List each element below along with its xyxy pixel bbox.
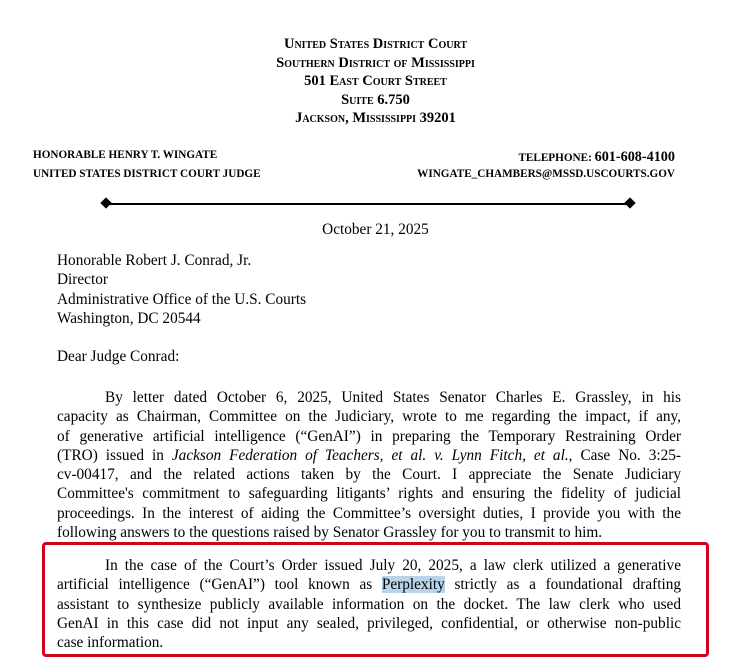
paragraph-line xyxy=(57,575,681,594)
telephone-number: 601-608-4100 xyxy=(594,149,675,165)
line-text-after: strictly as a foundational drafting xyxy=(444,576,681,594)
paragraph-line: of generative artificial intelligence (“GenAI”) in preparing the Temporary Restraining Order xyxy=(57,427,681,445)
salutation: Dear Judge Conrad: xyxy=(57,348,180,365)
recipient-name: Honorable Robert J. Conrad, Jr. xyxy=(57,252,252,269)
divider-right-diamond xyxy=(624,197,635,208)
judge-row-1 xyxy=(33,149,675,165)
court-district: Southern District of Mississippi xyxy=(276,54,475,71)
case-number: , Case No. 3:25- xyxy=(568,446,681,464)
court-street: 501 East Court Street xyxy=(304,73,447,89)
letter-date: October 21, 2025 xyxy=(322,221,429,238)
judge-title: UNITED STATES DISTRICT COURT JUDGE xyxy=(33,168,261,180)
recipient-city: Washington, DC 20544 xyxy=(57,309,201,327)
recipient-role: Director xyxy=(57,271,108,289)
line-text-before: artificial intelligence (“GenAI”) tool known as xyxy=(57,576,382,594)
paragraph-line: Committee's commitment to safeguarding litigants’ rights and ensuring the fidelity of judicial xyxy=(57,485,681,503)
paragraph-line: In the case of the Court’s Order issued July 20, 2025, a law clerk utilized a generative xyxy=(105,557,681,574)
paragraph-line: following answers to the questions raised by Senator Grassley for you to transmit to him. xyxy=(57,524,603,542)
court-letterhead xyxy=(0,35,751,128)
court-suite: Suite 6.750 xyxy=(341,91,410,108)
paragraph-line xyxy=(57,446,681,465)
court-name: United States District Court xyxy=(283,36,467,52)
paragraph-2 xyxy=(57,556,681,652)
paragraph-line: cv-00417, and the related actions taken by the Court. I appreciate the Senate Judiciary xyxy=(57,466,681,484)
judge-row-2 xyxy=(33,168,675,180)
paragraph-line: GenAI in this case did not input any sealed, privileged, confidential, or otherwise non-public xyxy=(57,614,681,632)
perplexity-highlight: Perplexity xyxy=(381,576,445,594)
paragraph-line: capacity as Chairman, Committee on the Judiciary, wrote to me regarding the impact, if any, xyxy=(57,408,681,426)
paragraph-line: By letter dated October 6, 2025, United States Senator Charles E. Grassley, in his xyxy=(105,389,681,406)
telephone-block xyxy=(518,149,675,166)
judge-name: HONORABLE HENRY T. WINGATE xyxy=(33,149,218,161)
paragraph-line: assistant to synthesize publicly available information on the docket. The law clerk who used xyxy=(57,595,681,613)
case-name: Jackson Federation of Teachers, et al. v. Lynn Fitch, et al. xyxy=(171,446,569,464)
paragraph-line: case information. xyxy=(57,634,164,652)
paragraph-1 xyxy=(57,388,681,542)
paragraph-line: proceedings. In the interest of aiding the Committee’s oversight duties, I provide you with the xyxy=(57,504,681,522)
recipient-address xyxy=(57,251,306,328)
recipient-office: Administrative Office of the U.S. Courts xyxy=(57,290,307,308)
court-city: Jackson, Mississippi 39201 xyxy=(295,110,456,126)
case-intro: (TRO) issued in xyxy=(57,446,172,464)
chambers-email: WINGATE_CHAMBERS@MSSD.USCOURTS.GOV xyxy=(417,168,675,180)
telephone-label: TELEPHONE: xyxy=(518,152,592,164)
divider-left-diamond xyxy=(100,197,111,208)
header-divider xyxy=(106,203,630,205)
